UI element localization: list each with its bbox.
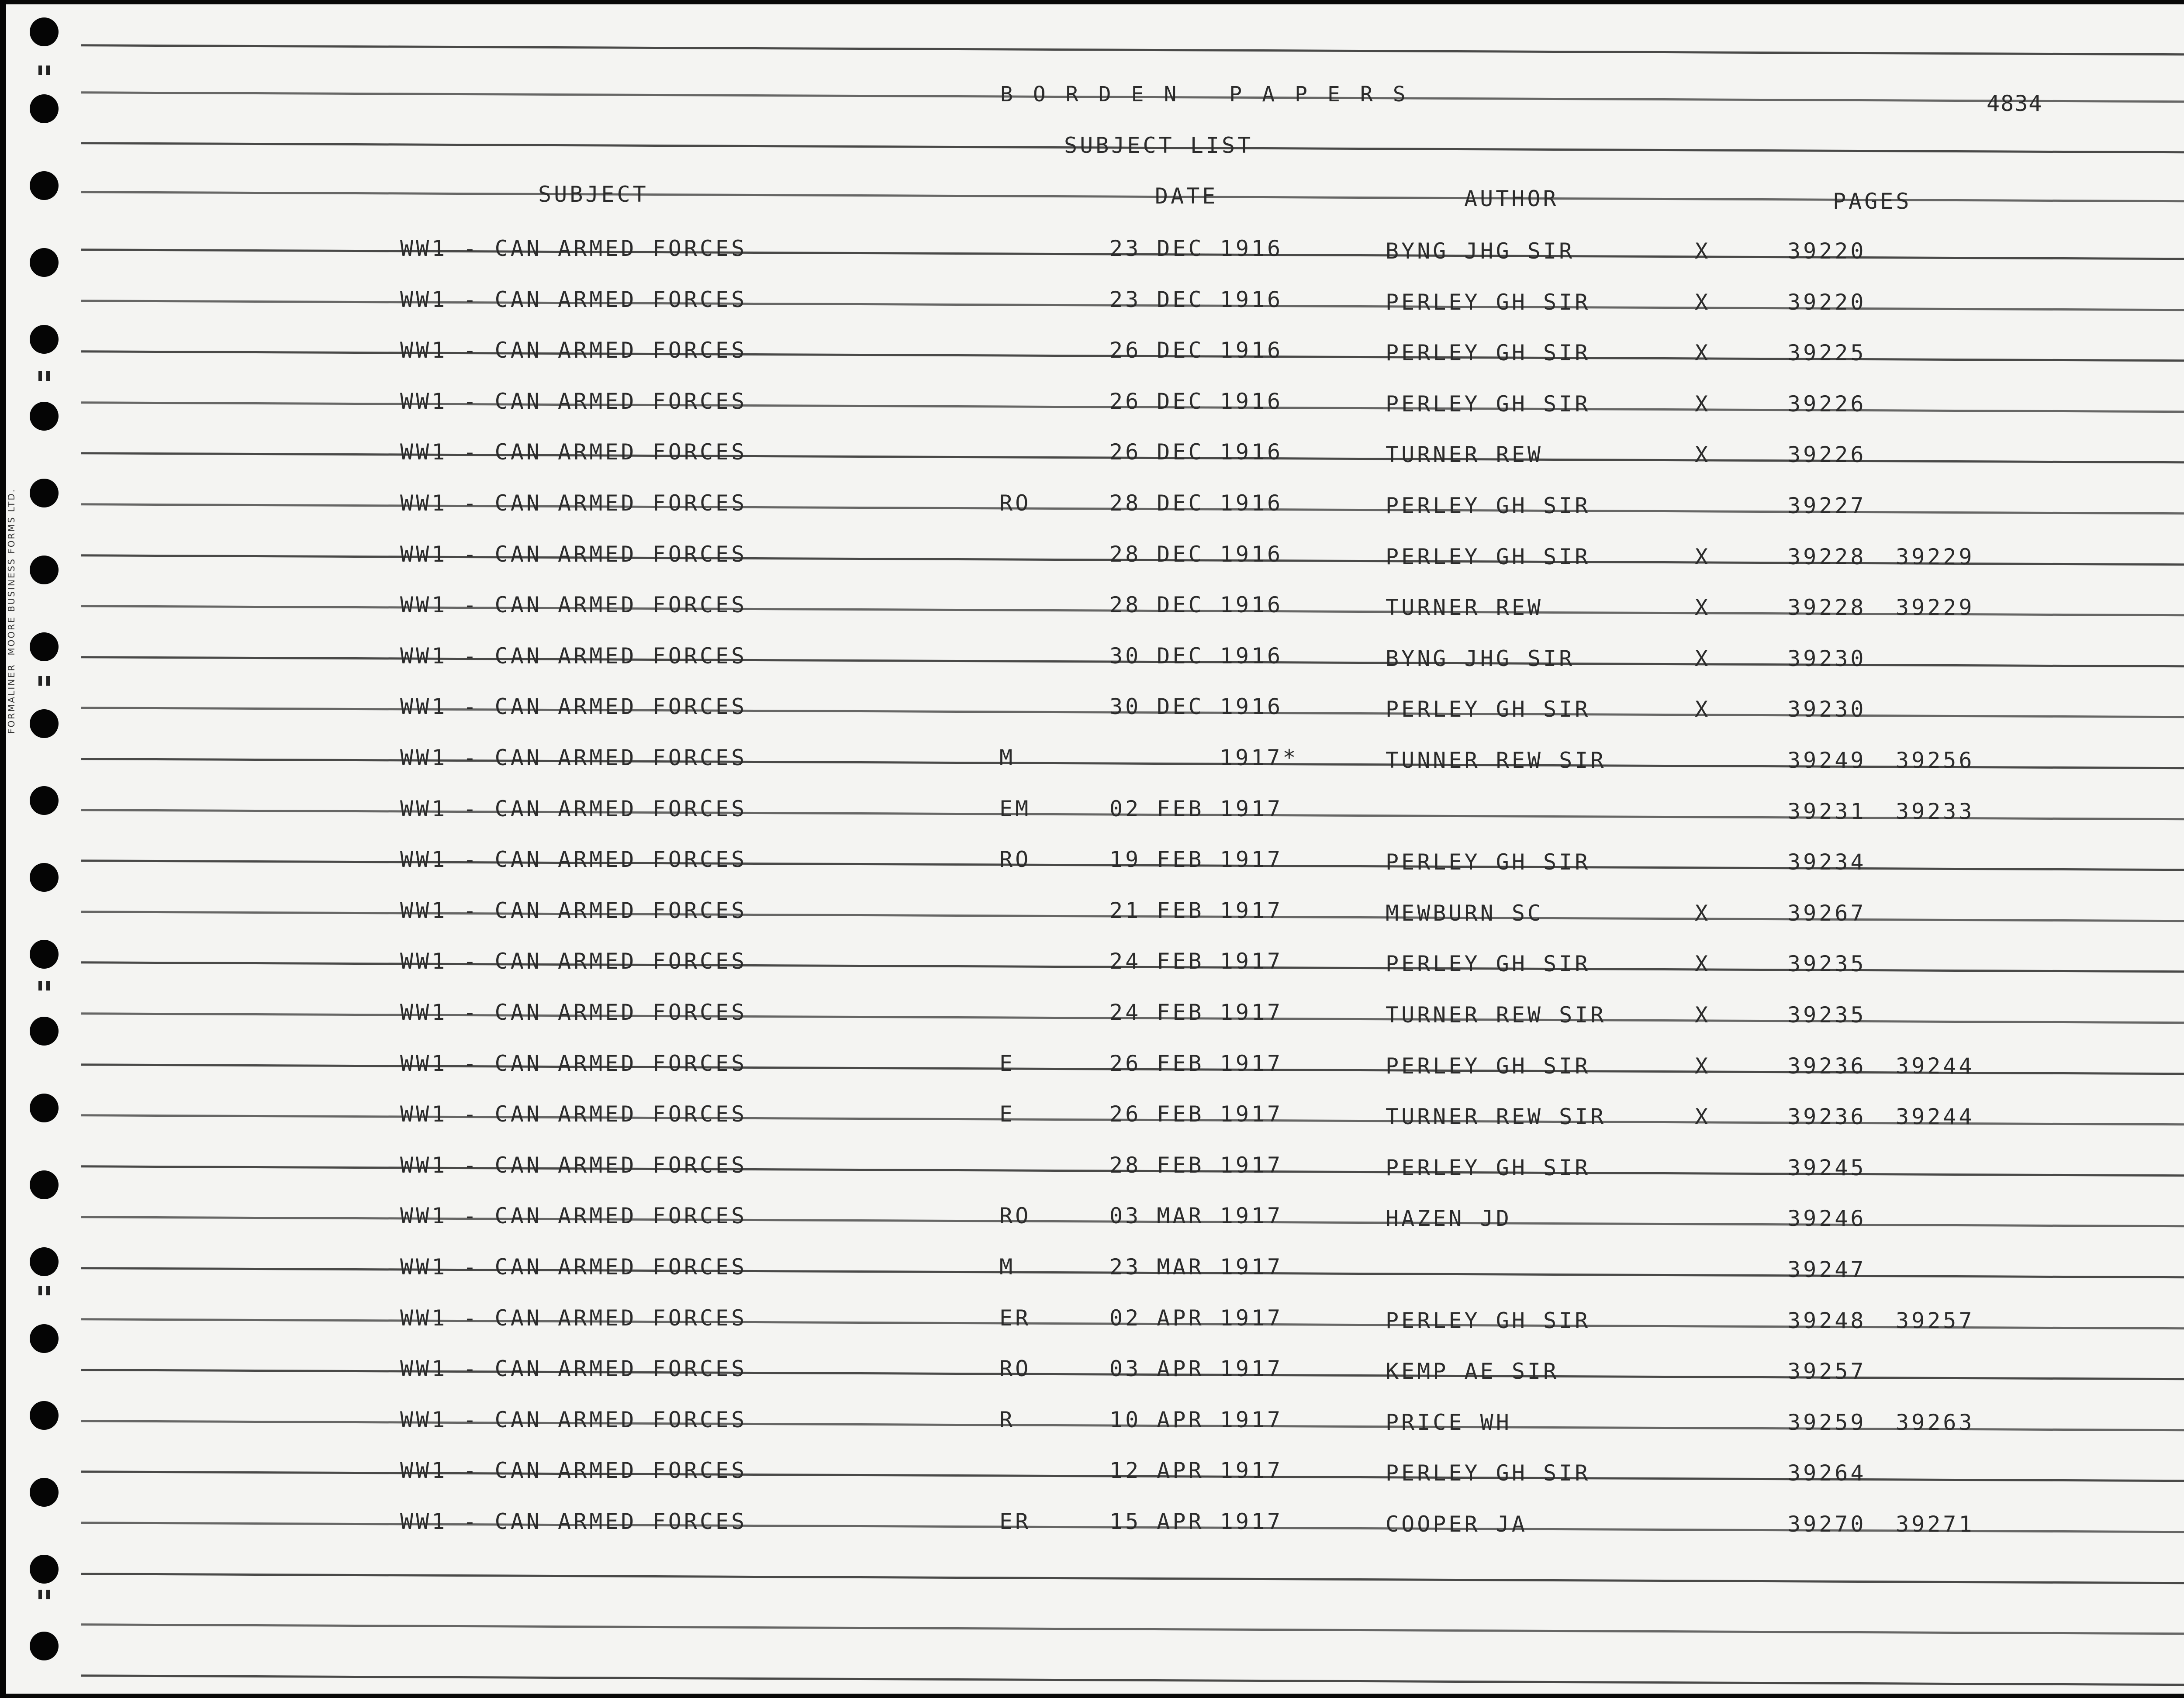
cell-code: E [999, 1101, 1016, 1127]
cell-subject: WW1 - CAN ARMED FORCES [400, 1254, 747, 1280]
cell-page-end: 39233 [1896, 798, 1975, 824]
cell-author: PERLEY GH SIR [1386, 1308, 1591, 1333]
cell-page-start: 39230 [1787, 645, 1866, 671]
cell-date: 26 FEB 1917 [1109, 1101, 1283, 1127]
cell-mark: X [1695, 900, 1711, 926]
cell-subject: WW1 - CAN ARMED FORCES [400, 1407, 747, 1432]
cell-author: TURNER REW SIR [1386, 1104, 1607, 1130]
cell-author: BYNG JHG SIR [1386, 238, 1575, 264]
cell-date: 23 DEC 1916 [1109, 236, 1283, 261]
cell-date: 23 MAR 1917 [1109, 1254, 1283, 1280]
tractor-hole [30, 632, 59, 661]
cell-author: PERLEY GH SIR [1386, 1460, 1591, 1486]
cell-subject: WW1 - CAN ARMED FORCES [400, 541, 747, 567]
cell-page-start: 39247 [1787, 1257, 1866, 1282]
cell-code: RO [999, 1356, 1031, 1382]
cell-page-start: 39226 [1787, 391, 1866, 417]
cell-date: 10 APR 1917 [1109, 1407, 1283, 1432]
cell-date: 30 DEC 1916 [1109, 694, 1283, 720]
cell-date: 15 APR 1917 [1109, 1509, 1283, 1534]
cell-page-start: 39234 [1787, 849, 1866, 875]
cell-author: PERLEY GH SIR [1386, 544, 1591, 569]
cell-subject: WW1 - CAN ARMED FORCES [400, 1509, 747, 1534]
scan-border-left [0, 0, 6, 1698]
cell-subject: WW1 - CAN ARMED FORCES [400, 439, 747, 465]
cell-date: 28 DEC 1916 [1109, 541, 1283, 567]
cell-date: 03 MAR 1917 [1109, 1203, 1283, 1229]
tractor-hole [30, 1324, 59, 1353]
cell-subject: WW1 - CAN ARMED FORCES [400, 1203, 747, 1229]
cell-author: TURNER REW SIR [1386, 1002, 1607, 1028]
tractor-hole [30, 1401, 59, 1430]
tractor-hole [30, 325, 59, 354]
cell-code: RO [999, 490, 1031, 516]
tractor-hole [30, 17, 59, 46]
cell-date: 02 FEB 1917 [1109, 796, 1283, 821]
perforation-mark [38, 676, 50, 686]
cell-author: PERLEY GH SIR [1386, 1053, 1591, 1079]
cell-author: PERLEY GH SIR [1386, 951, 1591, 977]
tractor-hole [30, 94, 59, 123]
cell-page-end: 39263 [1896, 1409, 1975, 1435]
perforation-mark [38, 371, 50, 381]
tractor-hole [30, 786, 59, 815]
cell-author: PERLEY GH SIR [1386, 340, 1591, 366]
perforation-mark [38, 66, 50, 75]
cell-subject: WW1 - CAN ARMED FORCES [400, 286, 747, 312]
cell-date: 30 DEC 1916 [1109, 643, 1283, 669]
cell-mark: X [1695, 645, 1711, 671]
cell-page-start: 39220 [1787, 238, 1866, 264]
column-header-subject: SUBJECT [538, 182, 649, 207]
cell-mark: X [1695, 1104, 1711, 1130]
cell-page-start: 39270 [1787, 1512, 1866, 1537]
cell-date: 1917* [1220, 745, 1299, 770]
perforation-mark [38, 1286, 50, 1295]
tractor-hole [30, 940, 59, 969]
cell-subject: WW1 - CAN ARMED FORCES [400, 1458, 747, 1484]
cell-date: 24 FEB 1917 [1109, 949, 1283, 974]
cell-subject: WW1 - CAN ARMED FORCES [400, 236, 747, 261]
cell-page-start: 39236 [1787, 1053, 1866, 1079]
cell-mark: X [1695, 1002, 1711, 1028]
cell-code: ER [999, 1509, 1031, 1534]
cell-author: PERLEY GH SIR [1386, 391, 1591, 417]
cell-page-end: 39244 [1896, 1053, 1975, 1079]
reel-number: 4834 [1987, 91, 2043, 116]
cell-subject: WW1 - CAN ARMED FORCES [400, 490, 747, 516]
cell-mark: X [1695, 391, 1711, 417]
scan-border-top [0, 0, 2184, 4]
tractor-hole [30, 1632, 59, 1660]
cell-date: 26 DEC 1916 [1109, 388, 1283, 414]
cell-author: PERLEY GH SIR [1386, 849, 1591, 875]
cell-subject: WW1 - CAN ARMED FORCES [400, 338, 747, 363]
ruled-line [81, 1623, 2184, 1635]
cell-mark: X [1695, 442, 1711, 468]
cell-code: EM [999, 796, 1031, 821]
cell-mark: X [1695, 289, 1711, 315]
cell-subject: WW1 - CAN ARMED FORCES [400, 1305, 747, 1331]
cell-subject: WW1 - CAN ARMED FORCES [400, 796, 747, 821]
perforation-mark [38, 981, 50, 990]
cell-author: COOPER JA [1386, 1512, 1527, 1537]
cell-author: PERLEY GH SIR [1386, 493, 1591, 518]
cell-subject: WW1 - CAN ARMED FORCES [400, 847, 747, 873]
cell-subject: WW1 - CAN ARMED FORCES [400, 643, 747, 669]
cell-code: E [999, 1050, 1016, 1076]
cell-page-start: 39245 [1787, 1155, 1866, 1180]
cell-author: HAZEN JD [1386, 1206, 1512, 1232]
cell-subject: WW1 - CAN ARMED FORCES [400, 1152, 747, 1178]
cell-date: 03 APR 1917 [1109, 1356, 1283, 1382]
ruled-line [81, 1573, 2184, 1584]
cell-page-start: 39231 [1787, 798, 1866, 824]
cell-page-start: 39249 [1787, 748, 1866, 773]
tractor-hole [30, 1094, 59, 1122]
cell-date: 12 APR 1917 [1109, 1458, 1283, 1484]
column-header-date: DATE [1155, 183, 1218, 209]
tractor-hole [30, 556, 59, 584]
page-subtitle: SUBJECT LIST [1064, 133, 1254, 158]
cell-date: 19 FEB 1917 [1109, 847, 1283, 873]
cell-page-start: 39264 [1787, 1460, 1866, 1486]
cell-page-start: 39259 [1787, 1409, 1866, 1435]
cell-page-end: 39229 [1896, 595, 1975, 621]
cell-mark: X [1695, 595, 1711, 621]
tractor-hole [30, 479, 59, 507]
column-header-pages: PAGES [1833, 189, 1912, 214]
cell-page-start: 39235 [1787, 951, 1866, 977]
cell-page-start: 39227 [1787, 493, 1866, 518]
cell-code: ER [999, 1305, 1031, 1331]
cell-page-start: 39257 [1787, 1359, 1866, 1384]
cell-code: RO [999, 1203, 1031, 1229]
perforation-mark [38, 1590, 50, 1599]
cell-mark: X [1695, 544, 1711, 569]
tractor-hole [30, 709, 59, 738]
cell-mark: X [1695, 1053, 1711, 1079]
cell-subject: WW1 - CAN ARMED FORCES [400, 1101, 747, 1127]
cell-date: 28 DEC 1916 [1109, 592, 1283, 618]
cell-author: PERLEY GH SIR [1386, 697, 1591, 722]
cell-author: PRICE WH [1386, 1409, 1512, 1435]
cell-author: MEWBURN SC [1386, 900, 1544, 926]
column-header-author: AUTHOR [1464, 186, 1559, 211]
cell-page-end: 39257 [1896, 1308, 1975, 1333]
cell-date: 02 APR 1917 [1109, 1305, 1283, 1331]
cell-page-start: 39236 [1787, 1104, 1866, 1130]
cell-author: KEMP AE SIR [1386, 1359, 1559, 1384]
cell-date: 26 DEC 1916 [1109, 338, 1283, 363]
cell-author: TURNER REW [1386, 595, 1544, 621]
tractor-hole [30, 402, 59, 431]
cell-subject: WW1 - CAN ARMED FORCES [400, 592, 747, 618]
cell-page-start: 39226 [1787, 442, 1866, 468]
tractor-hole [30, 863, 59, 892]
cell-code: M [999, 745, 1016, 770]
cell-date: 21 FEB 1917 [1109, 897, 1283, 923]
cell-mark: X [1695, 238, 1711, 264]
ruled-line [81, 1674, 2184, 1686]
cell-author: TUNNER REW SIR [1386, 748, 1607, 773]
cell-subject: WW1 - CAN ARMED FORCES [400, 949, 747, 974]
cell-mark: X [1695, 951, 1711, 977]
cell-page-end: 39244 [1896, 1104, 1975, 1130]
cell-date: 24 FEB 1917 [1109, 1000, 1283, 1025]
cell-page-start: 39230 [1787, 697, 1866, 722]
cell-page-start: 39248 [1787, 1308, 1866, 1333]
cell-author: PERLEY GH SIR [1386, 289, 1591, 315]
cell-subject: WW1 - CAN ARMED FORCES [400, 1356, 747, 1382]
document-title: BORDEN PAPERS [1000, 82, 1426, 107]
cell-page-start: 39235 [1787, 1002, 1866, 1028]
tractor-hole [30, 171, 59, 200]
cell-page-start: 39228 [1787, 544, 1866, 569]
cell-page-start: 39267 [1787, 900, 1866, 926]
cell-page-start: 39246 [1787, 1206, 1866, 1232]
cell-subject: WW1 - CAN ARMED FORCES [400, 1000, 747, 1025]
cell-code: M [999, 1254, 1016, 1280]
scan-border-bottom [0, 1694, 2184, 1698]
cell-subject: WW1 - CAN ARMED FORCES [400, 694, 747, 720]
cell-author: BYNG JHG SIR [1386, 645, 1575, 671]
cell-mark: X [1695, 340, 1711, 366]
cell-date: 26 DEC 1916 [1109, 439, 1283, 465]
tractor-hole [30, 1017, 59, 1046]
cell-date: 26 FEB 1917 [1109, 1050, 1283, 1076]
tractor-hole [30, 1170, 59, 1199]
ruled-line [81, 44, 2184, 56]
cell-subject: WW1 - CAN ARMED FORCES [400, 897, 747, 923]
cell-code: R [999, 1407, 1016, 1432]
cell-page-start: 39220 [1787, 289, 1866, 315]
tractor-hole [30, 1247, 59, 1276]
cell-subject: WW1 - CAN ARMED FORCES [400, 745, 747, 770]
cell-mark: X [1695, 697, 1711, 722]
ruled-line [81, 758, 2184, 770]
cell-author: TURNER REW [1386, 442, 1544, 468]
cell-date: 28 DEC 1916 [1109, 490, 1283, 516]
margin-imprint: FORMALINER MOORE BUSINESS FORMS LTD. [6, 488, 17, 734]
tractor-hole [30, 1478, 59, 1507]
cell-page-end: 39271 [1896, 1512, 1975, 1537]
cell-subject: WW1 - CAN ARMED FORCES [400, 1050, 747, 1076]
cell-page-end: 39256 [1896, 748, 1975, 773]
cell-page-start: 39225 [1787, 340, 1866, 366]
cell-date: 23 DEC 1916 [1109, 286, 1283, 312]
cell-page-start: 39228 [1787, 595, 1866, 621]
cell-subject: WW1 - CAN ARMED FORCES [400, 388, 747, 414]
cell-page-end: 39229 [1896, 544, 1975, 569]
cell-code: RO [999, 847, 1031, 873]
tractor-hole [30, 1555, 59, 1584]
cell-author: PERLEY GH SIR [1386, 1155, 1591, 1180]
tractor-hole [30, 248, 59, 277]
cell-date: 28 FEB 1917 [1109, 1152, 1283, 1178]
